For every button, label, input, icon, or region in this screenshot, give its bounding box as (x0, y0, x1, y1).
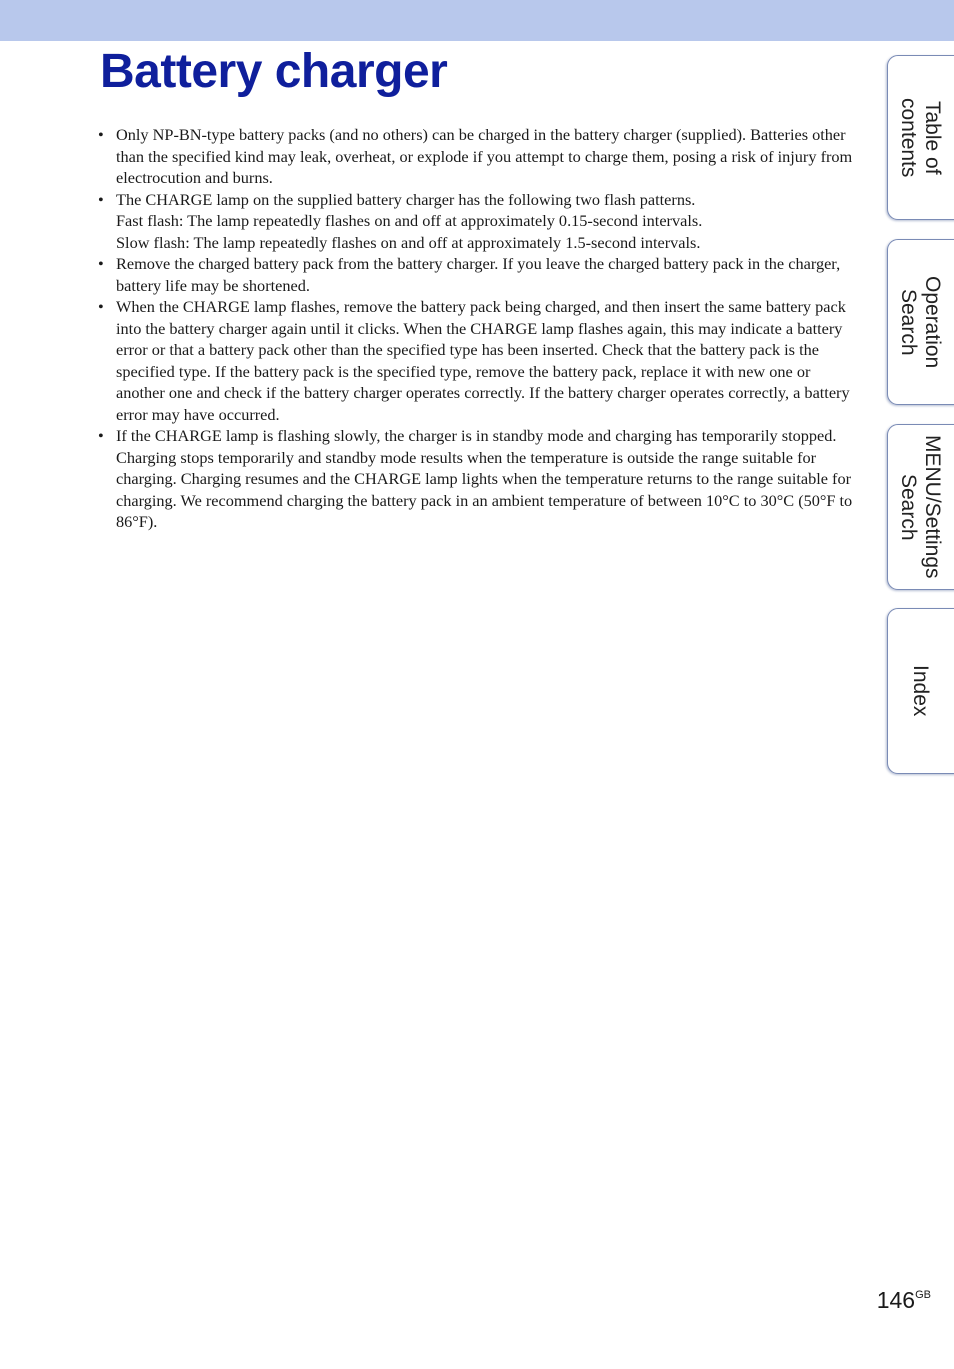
bullet-icon: • (98, 189, 104, 209)
tab-label: MENU/Settings Search (897, 435, 944, 579)
bullet-icon: • (98, 297, 104, 316)
bullet-list (95, 124, 855, 533)
tab-label: Index (909, 665, 932, 717)
tab-operation-search[interactable] (887, 239, 954, 405)
bullet-icon: • (98, 426, 104, 445)
fast-flash-text: Fast flash: The lamp repeatedly flashes on and off at approximately 0.15-second intervals. (116, 211, 703, 230)
list-item-text: Remove the charged battery pack from the battery charger. If you leave the charged battery pack in the charger, battery life may be shortened. (116, 254, 841, 295)
tab-menu-settings-search[interactable] (887, 424, 954, 590)
page-number (877, 1287, 931, 1314)
list-item (95, 124, 855, 189)
list-item-text: If the CHARGE lamp is flashing slowly, the charger is in standby mode and charging has temporarily stopped. Charging stops temporarily and standby mode results when the temperature is outside the range suitable for charging. Charging resumes and the CHARGE lamp lights when the temperature returns to the range suitable for charging. We recommend charging the battery pack in an ambient temperature of between 10°C to 30°C (50°F to 86°F). (116, 426, 853, 531)
tab-label: Table of contents (897, 97, 944, 178)
list-item (95, 189, 855, 254)
bullet-icon: • (98, 125, 104, 144)
tab-table-of-contents[interactable] (887, 55, 954, 220)
list-item-text: Only NP-BN-type battery packs (and no others) can be charged in the battery charger (supplied). Batteries other than the specified kind may leak, overheat, or explode if you attempt to charge them, posing a risk of injury from electrocution and burns. (116, 125, 853, 187)
tab-index[interactable] (887, 608, 954, 774)
header-band (0, 0, 954, 41)
bullet-icon: • (98, 254, 104, 273)
page-title: Battery charger (100, 45, 448, 98)
list-item-text: The CHARGE lamp on the supplied battery charger has the following two flash patterns. (116, 189, 696, 209)
list-item (95, 253, 855, 296)
list-item (95, 296, 855, 425)
list-item (95, 425, 855, 533)
slow-flash-text: Slow flash: The lamp repeatedly flashes on and off at approximately 1.5-second intervals. (116, 232, 701, 252)
content-body (95, 124, 855, 533)
tab-label: Operation Search (897, 275, 944, 369)
list-item-text: When the CHARGE lamp flashes, remove the battery pack being charged, and then insert the same battery pack into the battery charger again until it clicks. When the CHARGE lamp flashes again, this may indicate a battery error or that a battery pack other than the specified type has been inserted. Check that the battery pack is the specified type. If the battery pack is the specified type, remove the battery pack, replace it with new one or another one and check if the battery charger operates correctly. If the battery charger operates correctly, a battery error may have occurred. (116, 297, 850, 424)
page-number-value: 146 (876, 1287, 916, 1313)
region-code: GB (915, 1289, 931, 1301)
